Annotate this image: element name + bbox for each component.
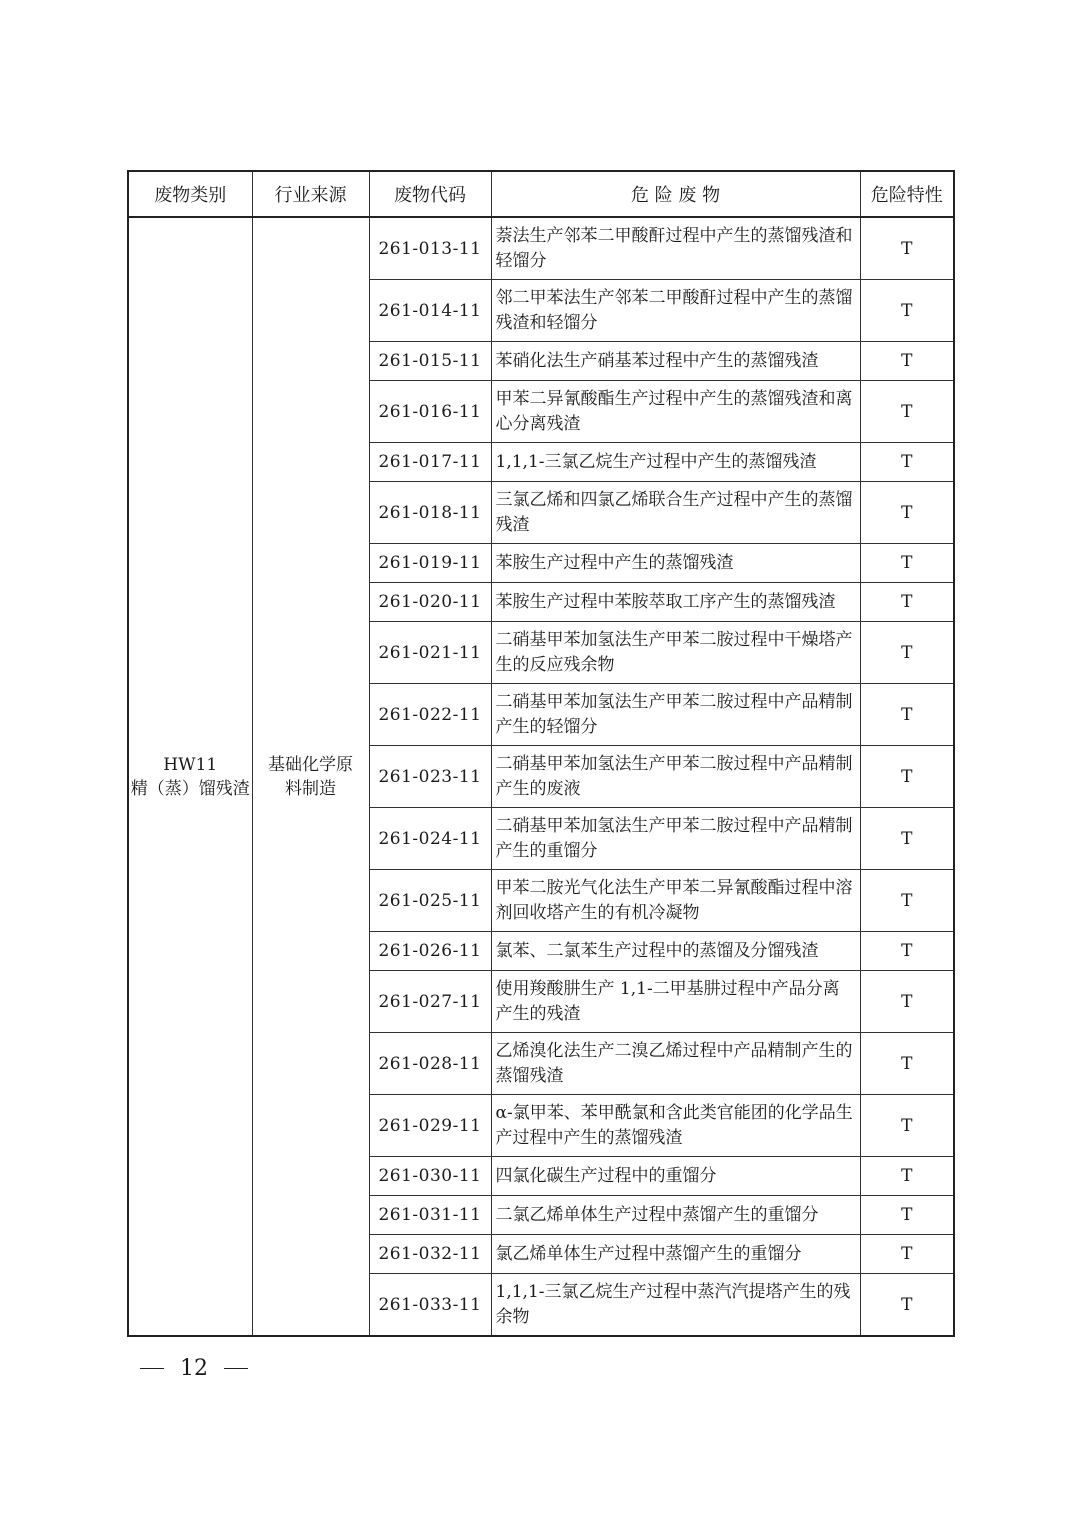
hazard-property-cell: T xyxy=(860,342,954,381)
waste-description-cell: 1,1,1-三氯乙烷生产过程中蒸汽汽提塔产生的残余物 xyxy=(491,1274,860,1337)
header-waste: 危 险 废 物 xyxy=(491,171,860,217)
hazard-property-cell: T xyxy=(860,1196,954,1235)
hazard-property-cell: T xyxy=(860,684,954,746)
waste-description-cell: 邻二甲苯法生产邻苯二甲酸酐过程中产生的蒸馏残渣和轻馏分 xyxy=(491,280,860,342)
header-source: 行业来源 xyxy=(252,171,369,217)
waste-code-cell: 261-029-11 xyxy=(369,1095,491,1157)
waste-description-cell: 氯乙烯单体生产过程中蒸馏产生的重馏分 xyxy=(491,1235,860,1274)
category-code: HW11 xyxy=(163,754,218,775)
hazard-property-cell: T xyxy=(860,1235,954,1274)
waste-code-cell: 261-016-11 xyxy=(369,381,491,443)
waste-description-cell: α-氯甲苯、苯甲酰氯和含此类官能团的化学品生产过程中产生的蒸馏残渣 xyxy=(491,1095,860,1157)
waste-code-cell: 261-033-11 xyxy=(369,1274,491,1337)
waste-description-cell: 二氯乙烯单体生产过程中蒸馏产生的重馏分 xyxy=(491,1196,860,1235)
hazard-property-cell: T xyxy=(860,746,954,808)
waste-code-cell: 261-032-11 xyxy=(369,1235,491,1274)
waste-code-cell: 261-027-11 xyxy=(369,971,491,1033)
hazard-property-cell: T xyxy=(860,482,954,544)
waste-code-cell: 261-025-11 xyxy=(369,870,491,932)
waste-description-cell: 乙烯溴化法生产二溴乙烯过程中产品精制产生的蒸馏残渣 xyxy=(491,1033,860,1095)
waste-code-cell: 261-018-11 xyxy=(369,482,491,544)
waste-description-cell: 苯胺生产过程中产生的蒸馏残渣 xyxy=(491,544,860,583)
category-cell xyxy=(128,217,252,1336)
waste-description-cell: 甲苯二异氰酸酯生产过程中产生的蒸馏残渣和离心分离残渣 xyxy=(491,381,860,443)
waste-description-cell: 苯胺生产过程中苯胺萃取工序产生的蒸馏残渣 xyxy=(491,583,860,622)
waste-code-cell: 261-028-11 xyxy=(369,1033,491,1095)
hazard-property-cell: T xyxy=(860,808,954,870)
waste-description-cell: 二硝基甲苯加氢法生产甲苯二胺过程中产品精制产生的轻馏分 xyxy=(491,684,860,746)
waste-code-cell: 261-021-11 xyxy=(369,622,491,684)
waste-description-cell: 萘法生产邻苯二甲酸酐过程中产生的蒸馏残渣和轻馏分 xyxy=(491,217,860,280)
waste-description-cell: 二硝基甲苯加氢法生产甲苯二胺过程中干燥塔产生的反应残余物 xyxy=(491,622,860,684)
source-line-2: 料制造 xyxy=(285,778,336,799)
source-cell xyxy=(252,217,369,1336)
page-footer xyxy=(140,1356,248,1381)
hazard-property-cell: T xyxy=(860,583,954,622)
hazard-property-cell: T xyxy=(860,1033,954,1095)
table-row xyxy=(128,217,954,280)
waste-code-cell: 261-024-11 xyxy=(369,808,491,870)
waste-description-cell: 氯苯、二氯苯生产过程中的蒸馏及分馏残渣 xyxy=(491,932,860,971)
hazard-property-cell: T xyxy=(860,280,954,342)
waste-code-cell: 261-020-11 xyxy=(369,583,491,622)
source-line-1: 基础化学原 xyxy=(268,754,353,775)
hazard-property-cell: T xyxy=(860,622,954,684)
page-number: 12 xyxy=(180,1356,208,1381)
waste-code-cell: 261-030-11 xyxy=(369,1157,491,1196)
header-hazard: 危险特性 xyxy=(860,171,954,217)
waste-code-cell: 261-019-11 xyxy=(369,544,491,583)
waste-code-cell: 261-023-11 xyxy=(369,746,491,808)
waste-description-cell: 二硝基甲苯加氢法生产甲苯二胺过程中产品精制产生的重馏分 xyxy=(491,808,860,870)
waste-code-cell: 261-031-11 xyxy=(369,1196,491,1235)
hazard-property-cell: T xyxy=(860,381,954,443)
hazard-property-cell: T xyxy=(860,971,954,1033)
hazard-property-cell: T xyxy=(860,932,954,971)
hazard-property-cell: T xyxy=(860,1274,954,1337)
waste-code-cell: 261-017-11 xyxy=(369,443,491,482)
hazard-property-cell: T xyxy=(860,443,954,482)
hazard-property-cell: T xyxy=(860,1157,954,1196)
waste-description-cell: 二硝基甲苯加氢法生产甲苯二胺过程中产品精制产生的废液 xyxy=(491,746,860,808)
waste-description-cell: 使用羧酸肼生产 1,1-二甲基肼过程中产品分离产生的残渣 xyxy=(491,971,860,1033)
waste-description-cell: 甲苯二胺光气化法生产甲苯二异氰酸酯过程中溶剂回收塔产生的有机冷凝物 xyxy=(491,870,860,932)
hazard-property-cell: T xyxy=(860,544,954,583)
waste-description-cell: 苯硝化法生产硝基苯过程中产生的蒸馏残渣 xyxy=(491,342,860,381)
table-header-row xyxy=(128,171,954,217)
waste-code-cell: 261-013-11 xyxy=(369,217,491,280)
header-category: 废物类别 xyxy=(128,171,252,217)
waste-table xyxy=(127,170,955,1337)
hazardous-waste-table xyxy=(127,170,953,1337)
category-name: 精（蒸）馏残渣 xyxy=(130,778,250,799)
waste-code-cell: 261-014-11 xyxy=(369,280,491,342)
header-code: 废物代码 xyxy=(369,171,491,217)
hazard-property-cell: T xyxy=(860,870,954,932)
waste-description-cell: 1,1,1-三氯乙烷生产过程中产生的蒸馏残渣 xyxy=(491,443,860,482)
footer-dash-left xyxy=(140,1368,164,1369)
hazard-property-cell: T xyxy=(860,1095,954,1157)
waste-code-cell: 261-022-11 xyxy=(369,684,491,746)
waste-description-cell: 四氯化碳生产过程中的重馏分 xyxy=(491,1157,860,1196)
waste-code-cell: 261-015-11 xyxy=(369,342,491,381)
waste-description-cell: 三氯乙烯和四氯乙烯联合生产过程中产生的蒸馏残渣 xyxy=(491,482,860,544)
waste-code-cell: 261-026-11 xyxy=(369,932,491,971)
footer-dash-right xyxy=(224,1368,248,1369)
hazard-property-cell: T xyxy=(860,217,954,280)
